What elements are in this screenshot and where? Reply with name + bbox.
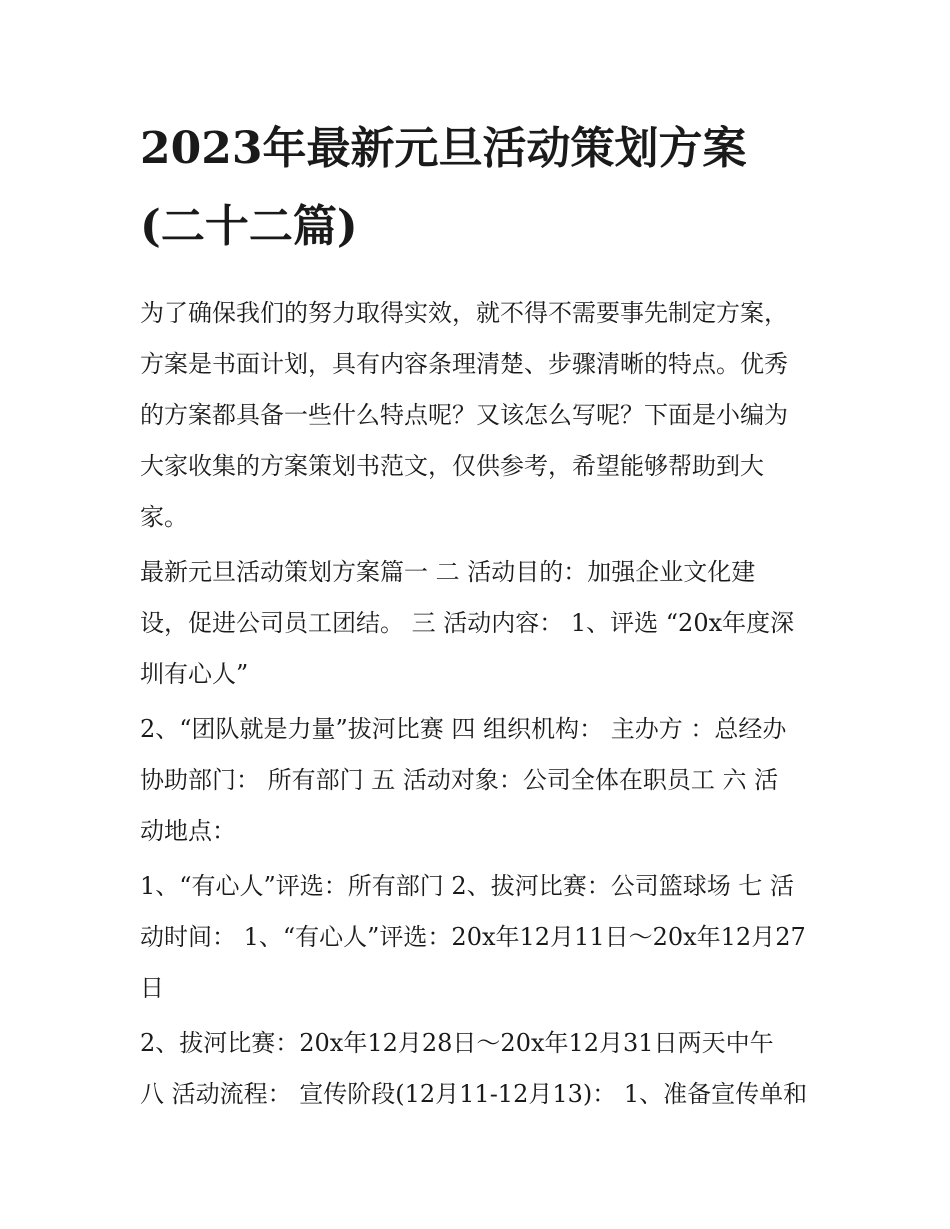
text-line: 的方案都具备一些什么特点呢？又该怎么写呢？下面是小编为	[140, 401, 788, 429]
section-paragraph	[140, 861, 820, 1014]
text-line: 2、拔河比赛：20x年12月28日～20x年12月31日两天中午	[140, 1029, 774, 1057]
text-line: 设，促进公司员工团结。 三 活动内容： 1、评选 “20x年度深	[140, 609, 795, 637]
text-line: 方案是书面计划，具有内容条理清楚、步骤清晰的特点。优秀	[140, 350, 788, 378]
text-line: 动时间： 1、“有心人”评选：20x年12月11日～20x年12月27	[140, 923, 806, 951]
document-content	[140, 110, 820, 1124]
text-line: 八 活动流程： 宣传阶段(12月11-12月13)： 1、准备宣传单和	[140, 1080, 808, 1108]
document-title	[140, 110, 820, 266]
text-line: 圳有心人”	[140, 660, 249, 688]
text-line: 1、“有心人”评选：所有部门 2、拔河比赛：公司篮球场 七 活	[140, 872, 794, 900]
section-paragraph	[140, 704, 820, 857]
section-paragraph	[140, 547, 820, 700]
section-paragraph	[140, 1018, 820, 1120]
text-line: 大家收集的方案策划书范文，仅供参考，希望能够帮助到大	[140, 452, 764, 480]
text-line: 最新元旦活动策划方案篇一 二 活动目的：加强企业文化建	[140, 558, 756, 586]
intro-paragraph	[140, 288, 820, 543]
text-line: 动地点：	[140, 817, 236, 845]
text-line: 家。	[140, 503, 188, 531]
title-line: 2023年最新元旦活动策划方案	[140, 123, 747, 174]
text-line: 2、“团队就是力量”拔河比赛 四 组织机构： 主办方 ：总经办	[140, 715, 787, 743]
text-line: 日	[140, 974, 164, 1002]
text-line: 协助部门： 所有部门 五 活动对象：公司全体在职员工 六 活	[140, 766, 779, 794]
text-line: 为了确保我们的努力取得实效，就不得不需要事先制定方案，	[140, 299, 788, 327]
title-line: (二十二篇)	[140, 201, 358, 252]
